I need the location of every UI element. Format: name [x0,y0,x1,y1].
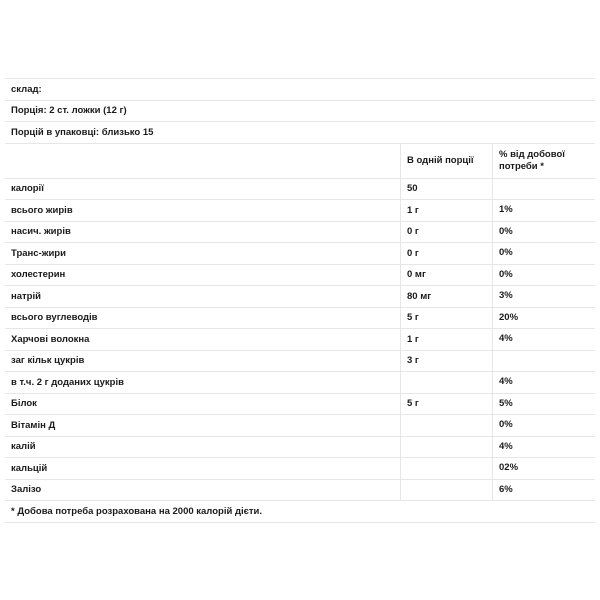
nutrient-amount [401,458,493,479]
nutrient-name: калорії [5,179,401,200]
nutrient-name: холестерин [5,265,401,286]
footnote: * Добова потреба розрахована на 2000 калорій дієти. [11,505,262,517]
nutrient-amount: 5 г [401,394,493,415]
nutrient-daily-value: 0% [499,268,513,280]
header-empty-cell [5,144,401,178]
nutrient-name: натрій [5,286,401,307]
nutrient-amount: 0 г [401,222,493,243]
nutrient-name: всього вуглеводів [5,308,401,329]
nutrient-daily-value: 3% [499,290,513,302]
nutrient-daily-value: 4% [499,376,513,388]
table-row [5,458,595,480]
nutrient-daily-value [493,351,595,372]
table-row [5,372,595,394]
nutrient-name: заг кільк цукрів [5,351,401,372]
footnote-row [5,501,595,523]
table-row [5,351,595,373]
nutrient-amount: 0 мг [401,265,493,286]
nutrient-daily-value: 4% [499,440,513,452]
nutrient-name: Транс-жири [5,243,401,264]
nutrient-amount: 1 г [401,200,493,221]
table-row [5,222,595,244]
nutrient-amount [401,372,493,393]
nutrient-amount: 0 г [401,243,493,264]
nutrient-name: в т.ч. 2 г доданих цукрів [5,372,401,393]
table-header-row [5,144,595,179]
composition-label: склад: [11,83,42,95]
nutrient-amount: 3 г [401,351,493,372]
serving-row [5,101,595,123]
table-row [5,437,595,459]
nutrient-name: Залізо [5,480,401,501]
servings-per-pack-row [5,122,595,144]
table-row [5,308,595,330]
nutrient-daily-value: 02% [499,462,519,474]
nutrient-name: Вітамін Д [5,415,401,436]
nutrient-daily-value: 0% [499,419,513,431]
table-row [5,243,595,265]
nutrient-daily-value: 6% [499,483,513,495]
nutrient-amount: 80 мг [401,286,493,307]
table-row [5,200,595,222]
servings-per-pack: Порцій в упаковці: близько 15 [11,126,154,138]
nutrition-table [5,78,595,523]
nutrient-daily-value: 4% [499,333,513,345]
header-daily-value: % від добової потреби * [499,148,565,172]
nutrient-name: Білок [5,394,401,415]
serving-size: Порція: 2 ст. ложки (12 г) [11,105,127,117]
nutrient-name: Харчові волокна [5,329,401,350]
nutrient-name: всього жирів [5,200,401,221]
composition-row [5,79,595,101]
nutrient-amount: 5 г [401,308,493,329]
nutrient-name: калій [5,437,401,458]
nutrient-name: кальцій [5,458,401,479]
nutrient-amount [401,480,493,501]
nutrient-daily-value: 0% [499,225,513,237]
table-row [5,265,595,287]
nutrient-daily-value: 20% [499,311,519,323]
nutrient-daily-value: 5% [499,397,513,409]
table-row [5,179,595,201]
nutrient-amount [401,437,493,458]
table-row [5,394,595,416]
nutrient-amount: 50 [401,179,493,200]
table-row [5,480,595,502]
nutrient-rows [5,179,595,502]
nutrient-amount [401,415,493,436]
nutrient-name: насич. жирів [5,222,401,243]
nutrient-daily-value: 1% [499,204,513,216]
nutrient-daily-value: 0% [499,247,513,259]
table-row [5,286,595,308]
nutrient-daily-value [493,179,595,200]
table-row [5,415,595,437]
table-row [5,329,595,351]
nutrient-amount: 1 г [401,329,493,350]
header-per-serving: В одній порції [401,144,493,178]
